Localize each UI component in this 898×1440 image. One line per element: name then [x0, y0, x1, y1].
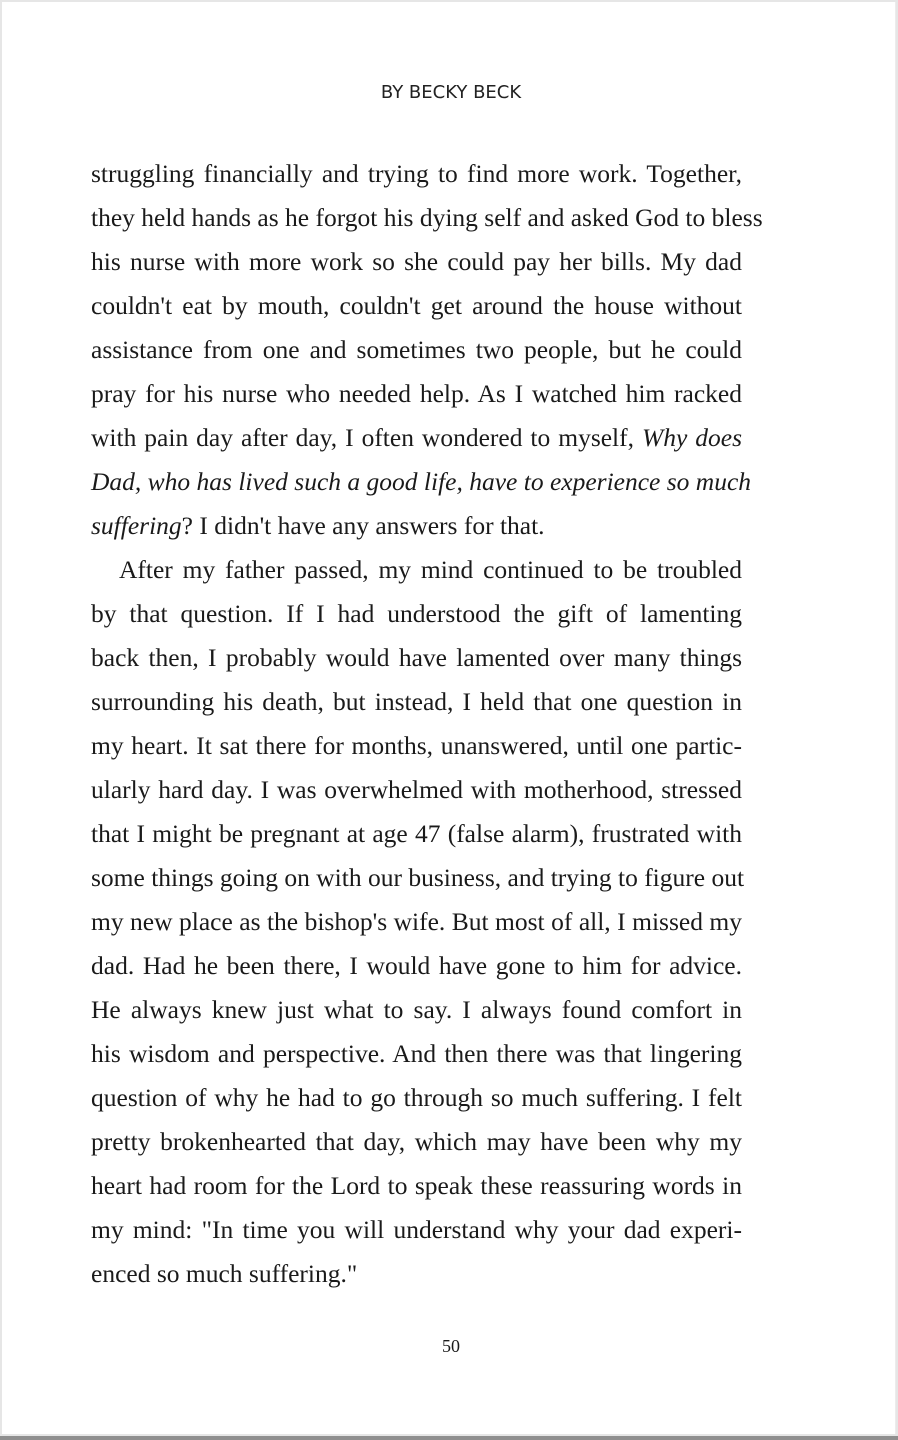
- text-line: couldn't eat by mouth, couldn't get around the house without: [91, 291, 742, 320]
- text-line: pretty brokenhearted that day, which may have been why my: [91, 1127, 742, 1156]
- page-number: 50: [442, 1336, 460, 1356]
- text-line: dad. Had he been there, I would have gone to him for advice.: [91, 951, 742, 980]
- text-run: with pain day after day, I often wondered to myself,: [91, 423, 642, 452]
- text-line: struggling financially and trying to find more work. Together,: [91, 159, 742, 188]
- text-line: my heart. It sat there for months, unanswered, until one partic-: [91, 731, 742, 760]
- text-line: question of why he had to go through so much suffering. I felt: [91, 1083, 742, 1112]
- paragraph-start-line: After my father passed, my mind continued to be troubled: [119, 555, 742, 584]
- running-head: BY BECKY BECK: [380, 82, 522, 103]
- text-line: ularly hard day. I was overwhelmed with motherhood, stressed: [91, 775, 742, 804]
- text-line: my mind: "In time you will understand why your dad experi-: [91, 1215, 742, 1244]
- text-line: pray for his nurse who needed help. As I watched him racked: [91, 379, 742, 408]
- italic-question: Dad, who has lived such a good life, have to experience so much: [91, 467, 752, 496]
- text-line: by that question. If I had understood the gift of lamenting: [91, 599, 742, 628]
- text-line: heart had room for the Lord to speak these reassuring words in: [91, 1171, 742, 1200]
- paragraph-end-line: enced so much suffering.": [91, 1259, 358, 1288]
- text-line: that I might be pregnant at age 47 (false alarm), frustrated with: [91, 819, 742, 848]
- body-text: [91, 152, 763, 1296]
- text-line: his wisdom and perspective. And then there was that lingering: [91, 1039, 742, 1068]
- text-line: some things going on with our business, and trying to figure out: [91, 863, 745, 892]
- text-line: [91, 460, 752, 504]
- book-page: [2, 2, 896, 1434]
- italic-question: Why does: [641, 423, 742, 452]
- text-line: assistance from one and sometimes two people, but he could: [91, 335, 742, 364]
- text-line: his nurse with more work so she could pay her bills. My dad: [91, 247, 742, 276]
- text-line: back then, I probably would have lamented over many things: [91, 643, 742, 672]
- bottom-edge-bar: [0, 1436, 898, 1440]
- text-line: He always knew just what to say. I always found comfort in: [91, 995, 742, 1024]
- paragraph-end-line: [91, 504, 742, 548]
- text-line: [91, 416, 742, 460]
- text-line: my new place as the bishop's wife. But most of all, I missed my: [91, 907, 742, 936]
- text-run: ? I didn't have any answers for that.: [181, 511, 545, 540]
- text-line: they held hands as he forgot his dying self and asked God to bless: [91, 203, 763, 232]
- italic-question: suffering: [91, 511, 182, 540]
- text-line: surrounding his death, but instead, I held that one question in: [91, 687, 742, 716]
